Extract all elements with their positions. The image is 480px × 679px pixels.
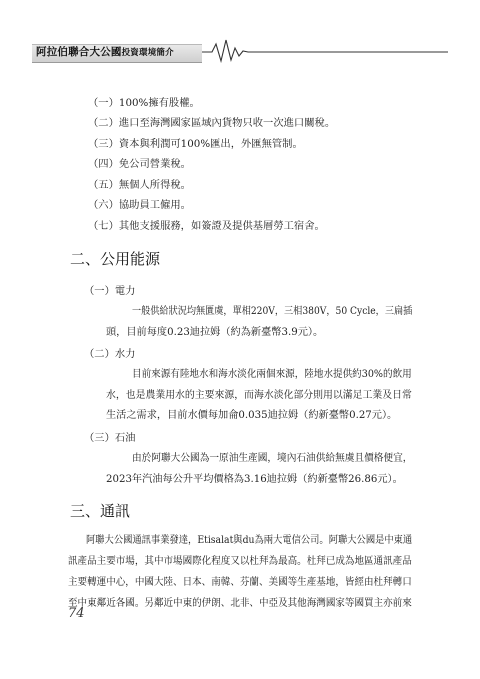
electricity-line-1: 一般供給狀況均無匱虞，單相220V，三相380V，50 Cycle，三扁插 (132, 306, 413, 317)
telecom-line-2: 訊產品主要市場，其中市場國際化程度又以杜拜為最高。杜拜已成為地區通訊產品 (68, 556, 412, 567)
incentive-item-3: （三）資本與利潤可100%匯出，外匯無管制。 (88, 138, 303, 150)
subsection-oil-label: （三）石油 (84, 432, 136, 444)
water-line-3: 生活之需求，目前水價每加侖0.035迪拉姆（約新臺幣0.27元）。 (106, 410, 398, 421)
water-line-1: 目前來源有陸地水和海水淡化兩個來源，陸地水提供約30%的飲用 (132, 369, 412, 380)
section-title-telecom: 三、通訊 (70, 502, 131, 520)
page-number: 74 (68, 606, 85, 621)
incentive-item-4: （四）免公司營業稅。 (88, 158, 191, 170)
header-title-small: 投資環境簡介 (121, 48, 174, 58)
telecom-line-4: 至中東鄰近各國。另鄰近中東的伊朗、北非、中亞及其他海灣國家等國買主亦前來 (68, 598, 412, 609)
electricity-line-2: 頭，目前每度0.23迪拉姆（約為新臺幣3.9元）。 (106, 327, 324, 338)
telecom-line-3: 主要轉運中心，中國大陸、日本、南韓、芬蘭、美國等生產基地，皆經由杜拜轉口 (68, 577, 412, 588)
section-title-utilities: 二、公用能源 (70, 250, 161, 268)
incentive-item-6: （六）協助員工僱用。 (88, 199, 191, 211)
oil-line-2: 2023年汽油每公升平均價格為3.16迪拉姆（約新臺幣26.86元）。 (106, 474, 403, 485)
incentive-item-1: （一）100%擁有股權。 (88, 97, 200, 109)
incentive-item-7: （七）其他支援服務，如簽證及提供基層勞工宿舍。 (88, 220, 325, 232)
telecom-line-1: 阿聯大公國通訊事業發達，Etisalat與du為兩大電信公司。阿聯大公國是中東通 (86, 535, 413, 546)
water-line-2: 水，也是農業用水的主要來源，而海水淡化部分則用以滿足工業及日常 (106, 390, 412, 401)
incentive-item-2: （二）進口至海灣國家區域內貨物只收一次進口關稅。 (88, 117, 336, 129)
oil-line-1: 由於阿聯大公國為一原油生產國，境內石油供給無虞且價格便宜， (132, 453, 413, 464)
incentive-item-5: （五）無個人所得稅。 (88, 179, 191, 191)
header-title-main: 阿拉伯聯合大公國 (36, 46, 122, 58)
subsection-electricity-label: （一）電力 (84, 285, 136, 297)
subsection-water-label: （二）水力 (84, 348, 136, 360)
